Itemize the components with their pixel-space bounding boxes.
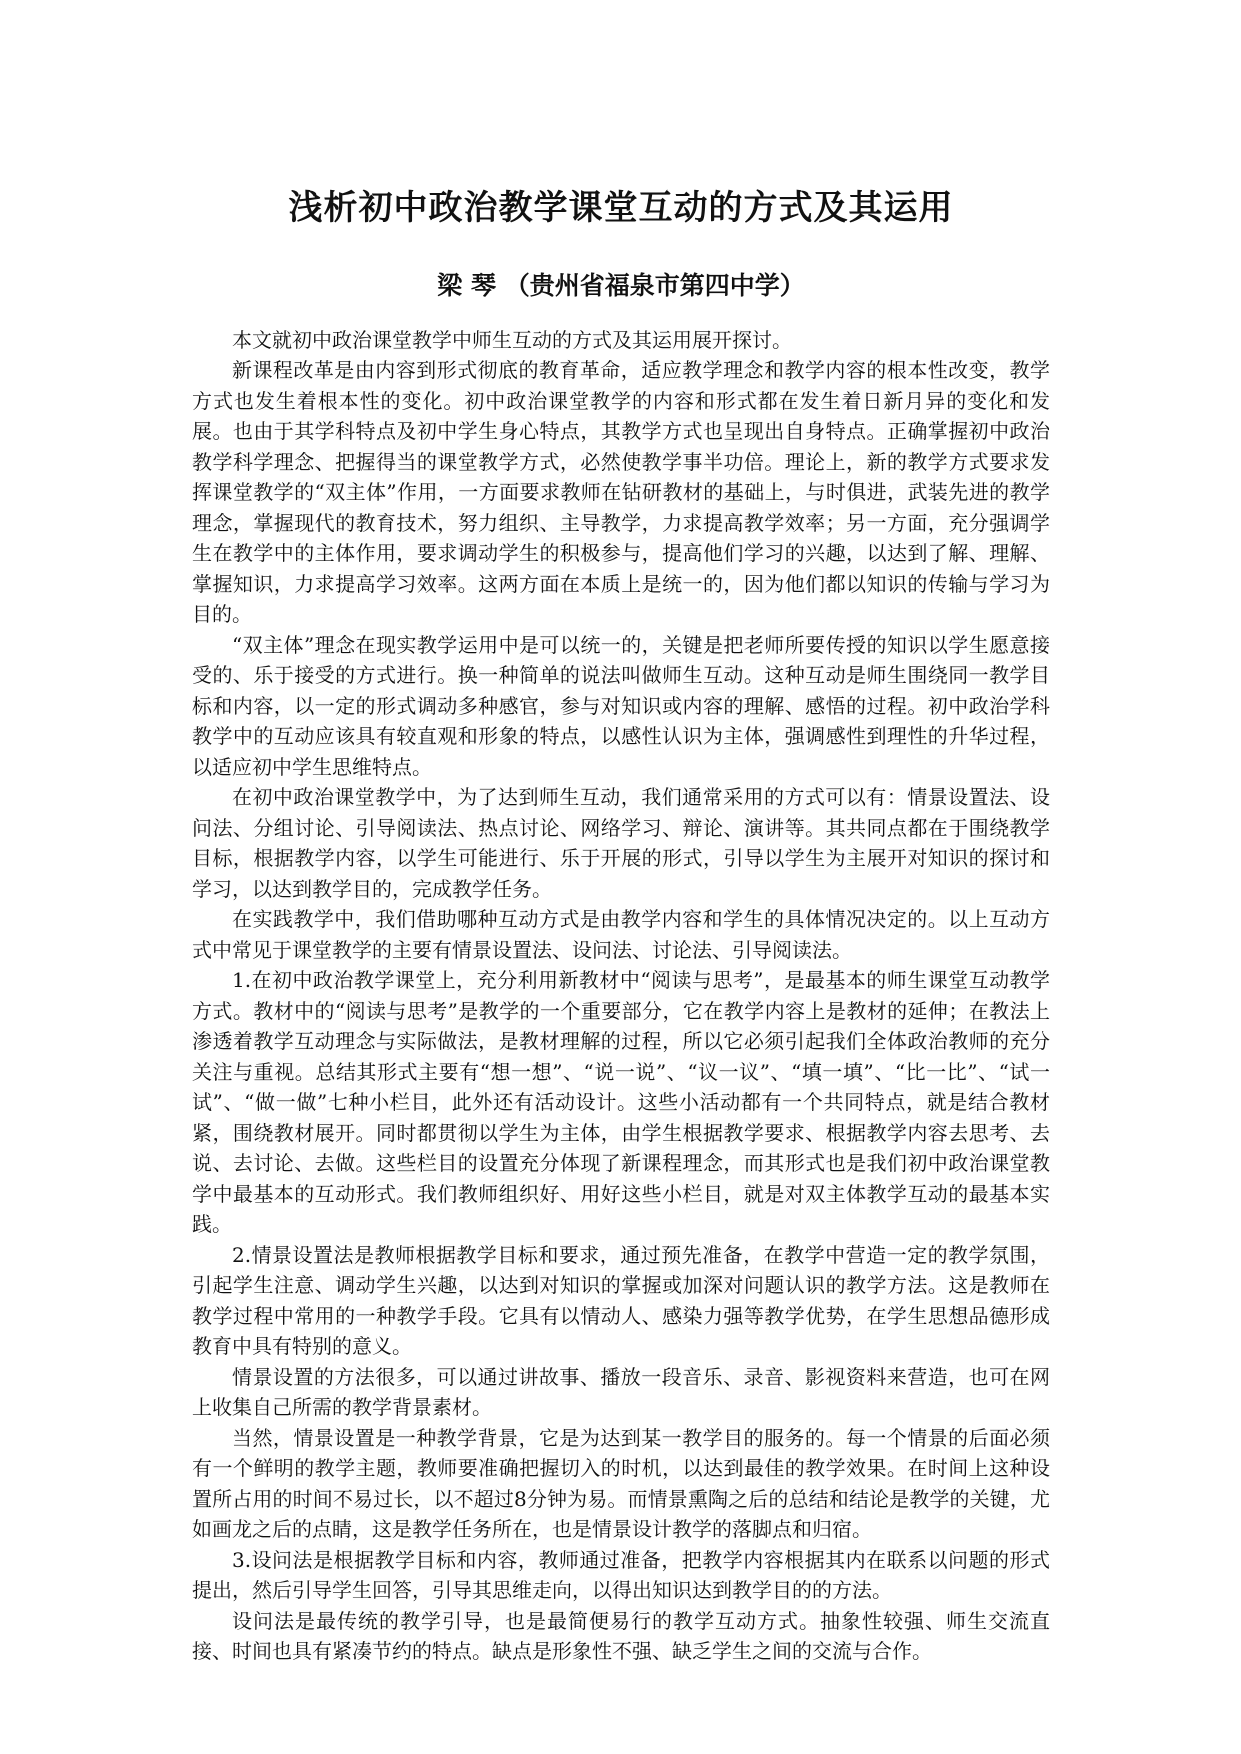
paragraph: 本文就初中政治课堂教学中师生互动的方式及其运用展开探讨。 — [232, 327, 792, 352]
paragraph: 新课程改革是由内容到形式彻底的教育革命，适应教学理念和教学内容的根本性改变，教学方式也发生着根本性的变化。初中政治课堂教学的内容和形式都在发生着日新月异的变化和发展。也由于其学科特点及初中学生身心特点，其教学方式也呈现出自身特点。正确掌握初中政治教学科学理念、把握得当的课堂教学方式，必然使教学事半功倍。理论上，新的教学方式要求发挥课堂教学的“双主体”作用，一方面要求教师在钻研教材的基础上，与时俱进，武装先进的教学理念，掌握现代的教育技术，努力组织、主导教学，力求提高教学效率；另一方面，充分强调学生在教学中的主体作用，要求调动学生的积极参与，提高他们学习的兴趣，以达到了解、理解、掌握知识，力求提高学习效率。这两方面在本质上是统一的，因为他们都以知识的传输与学习为目的。 — [192, 358, 1050, 627]
paragraph: 在实践教学中，我们借助哪种互动方式是由教学内容和学生的具体情况决定的。以上互动方式中常见于课堂教学的主要有情景设置法、设问法、讨论法、引导阅读法。 — [192, 907, 1050, 962]
document-title: 浅析初中政治教学课堂互动的方式及其运用 — [288, 188, 954, 228]
paragraph: 设问法是最传统的教学引导，也是最简便易行的教学互动方式。抽象性较强、师生交流直接、时间也具有紧凑节约的特点。缺点是形象性不强、缺乏学生之间的交流与合作。 — [192, 1608, 1050, 1664]
document-page — [192, 186, 1050, 1667]
paragraph: “双主体”理念在现实教学运用中是可以统一的，关键是把老师所要传授的知识以学生愿意接受的、乐于接受的方式进行。换一种简单的说法叫做师生互动。这种互动是师生围绕同一教学目标和内容，以一定的形式调动多种感官，参与对知识或内容的理解、感悟的过程。初中政治学科教学中的互动应该具有较直观和形象的特点，以感性认识为主体，强调感性到理性的升华过程，以适应初中学生思维特点。 — [192, 632, 1050, 779]
paragraph: 3.设问法是根据教学目标和内容，教师通过准备，把教学内容根据其内在联系以问题的形式提出，然后引导学生回答，引导其思维走向，以得出知识达到教学目的的方法。 — [192, 1547, 1050, 1603]
author-line: 梁 琴 （贵州省福泉市第四中学） — [437, 271, 805, 301]
paragraph: 当然，情景设置是一种教学背景，它是为达到某一教学目的服务的。每一个情景的后面必须有一个鲜明的教学主题，教师要准确把握切入的时机，以达到最佳的教学效果。在时间上这种设置所占用的时间不易过长，以不超过8分钟为易。而情景熏陶之后的总结和结论是教学的关键，尤如画龙之后的点睛，这是教学任务所在，也是情景设计教学的落脚点和归宿。 — [192, 1425, 1050, 1542]
paragraph: 情景设置的方法很多，可以通过讲故事、播放一段音乐、录音、影视资料来营造，也可在网上收集自己所需的教学背景素材。 — [192, 1364, 1050, 1420]
paragraph: 在初中政治课堂教学中，为了达到师生互动，我们通常采用的方式可以有：情景设置法、设问法、分组讨论、引导阅读法、热点讨论、网络学习、辩论、演讲等。其共同点都在于围绕教学目标，根据教学内容，以学生可能进行、乐于开展的形式，引导以学生为主展开对知识的探讨和学习，以达到教学目的，完成教学任务。 — [192, 785, 1050, 901]
document-body — [192, 325, 1050, 1667]
paragraph: 1.在初中政治教学课堂上，充分利用新教材中“阅读与思考”，是最基本的师生课堂互动教学方式。教材中的“阅读与思考”是教学的一个重要部分，它在教学内容上是教材的延伸；在教法上渗透着教学互动理念与实际做法，是教材理解的过程，所以它必须引起我们全体政治教师的充分关注与重视。总结其形式主要有“想一想”、“说一说”、“议一议”、“填一填”、“比一比”、“试一试”、“做一做”七种小栏目，此外还有活动设计。这些小活动都有一个共同特点，就是结合教材紧，围绕教材展开。同时都贯彻以学生为主体，由学生根据教学要求、根据教学内容去思考、去说、去讨论、去做。这些栏目的设置充分体现了新课程理念，而其形式也是我们初中政治课堂教学中最基本的互动形式。我们教师组织好、用好这些小栏目，就是对双主体教学互动的最基本实践。 — [192, 968, 1050, 1237]
paragraph: 2.情景设置法是教师根据教学目标和要求，通过预先准备，在教学中营造一定的教学氛围，引起学生注意、调动学生兴趣，以达到对知识的掌握或加深对问题认识的教学方法。这是教师在教学过程中常用的一种教学手段。它具有以情动人、感染力强等教学优势，在学生思想品德形成教育中具有特别的意义。 — [192, 1242, 1050, 1359]
